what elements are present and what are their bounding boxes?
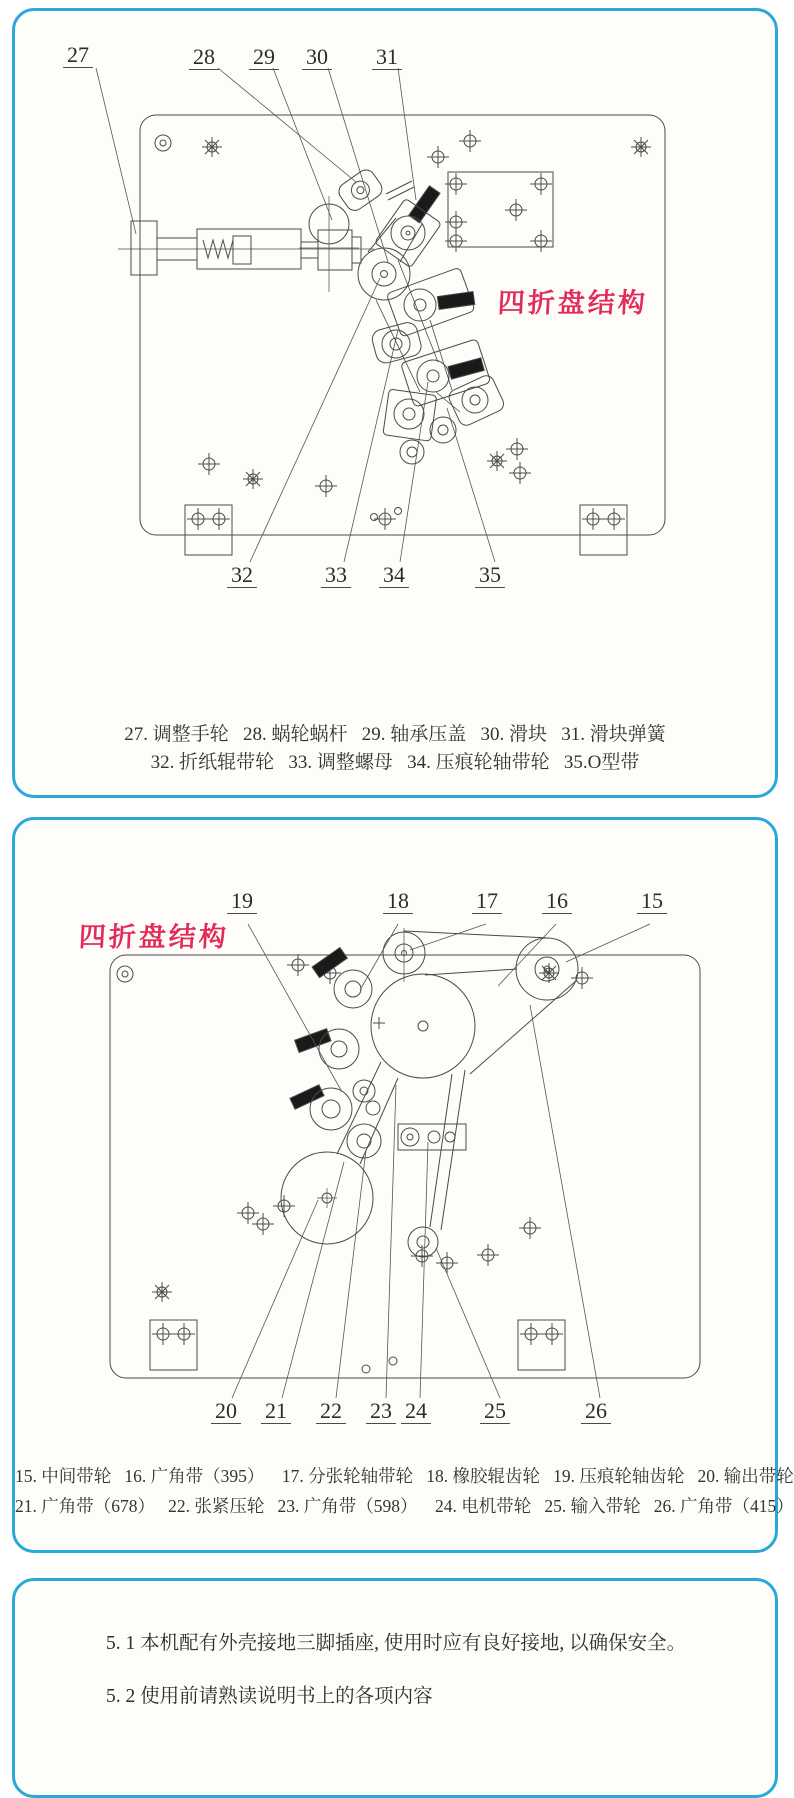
note-5-2: 5. 2 使用前请熟读说明书上的各项内容	[106, 1686, 433, 1707]
structure-label-2: 四折盘结构	[78, 922, 230, 952]
panel1-diagram	[12, 8, 778, 798]
parts-caption-line2: 21. 广角带（678） 22. 张紧压轮 23. 广角带（598） 24. 电机带轮 25. 输入带轮 26. 广角带（415）	[15, 1496, 794, 1516]
structure-label-1: 四折盘结构	[497, 288, 649, 318]
callout-26: 26	[581, 1399, 611, 1424]
callout-22: 22	[316, 1399, 346, 1424]
note-5-1: 5. 1 本机配有外壳接地三脚插座, 使用时应有良好接地, 以确保安全。	[106, 1633, 687, 1654]
callout-23: 23	[366, 1399, 396, 1424]
callout-19: 19	[227, 889, 257, 914]
callout-30: 30	[302, 45, 332, 70]
panel-fold-structure-2	[12, 817, 794, 1553]
slider-spring-box	[427, 130, 553, 252]
machine-plate	[140, 115, 665, 535]
folding-roller-pulleys	[358, 181, 506, 464]
callout-29: 29	[249, 45, 279, 70]
callout-34: 34	[379, 563, 409, 588]
base-feet	[185, 438, 627, 555]
leader-lines	[96, 68, 495, 562]
callout-20: 20	[211, 1399, 241, 1424]
callout-17: 17	[472, 889, 502, 914]
callout-15: 15	[637, 889, 667, 914]
callout-28: 28	[189, 45, 219, 70]
callout-35: 35	[475, 563, 505, 588]
panel-safety-notes	[12, 1578, 778, 1798]
callout-27: 27	[63, 43, 93, 68]
callout-33: 33	[321, 563, 351, 588]
bearing-cover-circle	[299, 196, 359, 292]
parts-caption-line2: 32. 折纸辊带轮 33. 调整螺母 34. 压痕轮轴带轮 35.O型带	[150, 752, 640, 773]
callout-18: 18	[383, 889, 413, 914]
callout-25: 25	[480, 1399, 510, 1424]
leader-lines	[232, 924, 650, 1398]
callout-24: 24	[401, 1399, 431, 1424]
panel-fold-structure-1	[12, 8, 778, 798]
callout-31: 31	[372, 45, 402, 70]
callout-16: 16	[542, 889, 572, 914]
callout-21: 21	[261, 1399, 291, 1424]
parts-caption-line1: 27. 调整手轮 28. 蜗轮蜗杆 29. 轴承压盖 30. 滑块 31. 滑块弹簧	[124, 724, 666, 745]
parts-caption-line1: 15. 中间带轮 16. 广角带（395） 17. 分张轮轴带轮 18. 橡胶辊齿轮 19. 压痕轮轴齿轮 20. 输出带轮	[15, 1466, 794, 1486]
machine-plate	[110, 954, 700, 1378]
callout-32: 32	[227, 563, 257, 588]
